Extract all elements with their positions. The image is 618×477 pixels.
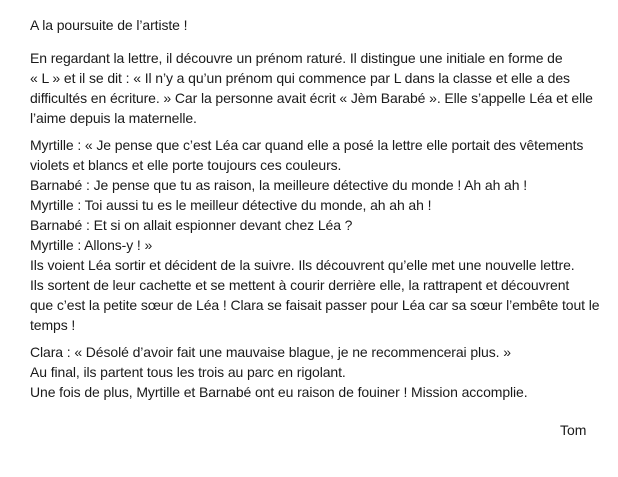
text-line: En regardant la lettre, il découvre un prénom raturé. Il distingue une initiale en forme de <box>30 50 563 66</box>
text-line: Ils sortent de leur cachette et se mettent à courir derrière elle, la rattrapent et découvrent <box>30 277 570 293</box>
text-line: Barnabé : Et si on allait espionner devant chez Léa ? <box>30 217 353 233</box>
text-line: Myrtille : « Je pense que c’est Léa car quand elle a posé la lettre elle portait des vêtements <box>30 137 584 153</box>
document-title: A la poursuite de l’artiste ! <box>30 17 188 33</box>
text-line: Une fois de plus, Myrtille et Barnabé ont eu raison de fouiner ! Mission accomplie. <box>30 384 528 400</box>
text-line: Myrtille : Allons-y ! » <box>30 237 153 253</box>
text-line: Au final, ils partent tous les trois au parc en rigolant. <box>30 364 346 380</box>
text-line: temps ! <box>30 317 76 333</box>
author-signature: Tom <box>560 422 587 438</box>
text-line: Ils voient Léa sortir et décident de la suivre. Ils découvrent qu’elle met une nouvelle lettre. <box>30 257 575 273</box>
text-line: Barnabé : Je pense que tu as raison, la meilleure détective du monde ! Ah ah ah ! <box>30 177 528 193</box>
text-line: « L » et il se dit : « Il n’y a qu’un prénom qui commence par L dans la classe et elle a des <box>30 70 570 86</box>
text-line: Myrtille : Toi aussi tu es le meilleur détective du monde, ah ah ah ! <box>30 197 432 213</box>
text-line: difficultés en écriture. » Car la personne avait écrit « Jèm Barabé ». Elle s’appelle Léa et elle <box>30 90 593 106</box>
text-line: violets et blancs et elle porte toujours ces couleurs. <box>30 157 342 173</box>
text-line: Clara : « Désolé d’avoir fait une mauvaise blague, je ne recommencerai plus. » <box>30 344 511 360</box>
text-line: que c’est la petite sœur de Léa ! Clara se faisait passer pour Léa car sa sœur l’embête tout le <box>30 297 600 313</box>
text-line: l’aime depuis la maternelle. <box>30 110 197 126</box>
